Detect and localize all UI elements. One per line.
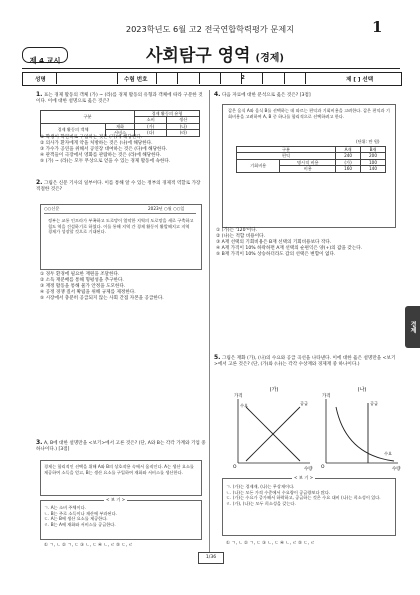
q1-option-2[interactable]: ② 의사가 환자에게 약을 처방하는 것은 (나)에 해당한다. xyxy=(40,141,153,147)
footer-page-box: 1/36 xyxy=(198,552,224,564)
q5-stem xyxy=(214,355,399,368)
q4-table xyxy=(236,146,386,173)
q2-option-2[interactable]: ② 소득 재분배를 통해 형평성을 추구한다. xyxy=(40,278,124,284)
q4-row1-label: 편익 xyxy=(237,153,336,159)
q5-g1-yaxis: 가격 xyxy=(234,394,243,399)
q5-options[interactable]: ① ㄱ, ㄴ ② ㄱ, ㄷ ③ ㄴ, ㄷ ④ ㄴ, ㄹ ⑤ ㄷ, ㄹ xyxy=(226,541,315,546)
subject-sub: (경제) xyxy=(255,53,285,64)
q1-options xyxy=(40,135,208,165)
q5-g2-xaxis: 수량 xyxy=(392,467,401,471)
q5-g1-xaxis: 수량 xyxy=(304,467,313,471)
q1-cell-da: (다) xyxy=(134,130,166,136)
q4-option-5[interactable]: ⑤ B재 가격이 10% 상승하더라도 갑의 선택은 변함이 없다. xyxy=(216,252,336,258)
footer-total: 36 xyxy=(210,555,217,560)
q1-number: 1. xyxy=(36,91,43,98)
q5-g2-demand: 수요 xyxy=(384,451,393,456)
q1-stem-text: 표는 경제 활동의 객체 (가) ~ (라)를 경제 활동의 유형과 객체에 따라 구분한 것이다. 이에 대한 설명으로 옳은 것은? xyxy=(36,93,203,105)
q2-stem-text: 그림은 신문 기사의 일부이다. 이를 통해 알 수 있는 정부의 경제적 역할로 가장 적절한 것은? xyxy=(36,181,201,193)
q1-option-1[interactable]: ① 학생이 학원비로 구입하는 것은 (가)에 해당한다. xyxy=(40,135,143,140)
q5-g2-yaxis: 가격 xyxy=(322,394,331,399)
session-label: 제 4 교시 xyxy=(29,56,61,65)
subject-title xyxy=(146,41,284,66)
q5-bogi-2: ㄴ. (나)는 모든 가격 수준에서 수요량이 공급량보다 많다. xyxy=(226,489,331,495)
q5-g1-origin: O xyxy=(233,465,237,470)
q4-number: 4. xyxy=(214,91,221,98)
q4-row2-a: (가) xyxy=(336,159,361,165)
q1-cell-ra: (라) xyxy=(167,130,200,136)
q5-g2-supply: 공급 xyxy=(370,401,379,406)
q4-row3-b: 140 xyxy=(361,166,386,172)
q3-bogi-3: ㄷ. A는 B에 생산 요소를 제공한다. xyxy=(44,516,108,522)
q5-number: 5. xyxy=(214,354,221,361)
q2-option-5[interactable]: ⑤ 시장에서 충분히 공급되지 않는 사회 간접 자본을 공급한다. xyxy=(40,296,164,302)
q4-table-col2: B재 xyxy=(361,147,386,153)
q4-row2-label: 명시적 비용 xyxy=(280,159,336,165)
q3-bogi-2: ㄴ. B는 주로 소득이나 재산에 부과된다. xyxy=(44,510,117,516)
q1-table-corner: 구분 xyxy=(41,111,135,124)
q3-bogi-1: ㄱ. A는 소비 주체이다. xyxy=(44,505,86,510)
q1-table-colhdr: 경제 활동의 유형 xyxy=(134,111,199,117)
q4-row-group: 기회비용 xyxy=(237,159,280,172)
q5-bogi-3: ㄷ. (가)는 수요가 증가해서 하락하고, 공급하는 것은 수요 대비 (나)는 희소성이 있다. xyxy=(226,495,381,501)
q1-table-col1: 소비 xyxy=(134,117,166,123)
q5-g1-demand: 수요 xyxy=(240,403,249,408)
q3-number: 3. xyxy=(36,439,43,446)
q5-bogi-list xyxy=(226,484,390,506)
q3-bogi-list xyxy=(44,505,196,527)
q1-table-col2: 생산 xyxy=(167,117,200,123)
q1-table-row2: 서비스 xyxy=(106,130,135,136)
q1-option-5[interactable]: ⑤ (가) ~ (라)는 모두 무상으로 얻을 수 있는 경제 활동에 속한다. xyxy=(40,159,171,165)
q2-options xyxy=(40,272,208,302)
q4-stem xyxy=(214,92,394,99)
q2-stem xyxy=(36,180,206,193)
q4-options xyxy=(216,228,396,258)
q4-option-4[interactable]: ④ A재 가격이 10% 하락하면 A재 선택의 순편익은 양(+)의 값을 갖는다. xyxy=(216,246,363,252)
q3-passage: 경제는 합리적인 선택을 위해 A와 B의 상호작용 속에서 움직인다. A는 생산 요소를 제공하여 소득을 얻고, B는 생산 요소를 구입하여 재화와 서비스를 생산한다. xyxy=(44,464,194,475)
footer-page: 1 xyxy=(205,555,209,560)
name-field[interactable] xyxy=(56,72,118,84)
q2-article-box xyxy=(40,204,202,270)
q2-article-body: 정부는 교통 인프라가 부족하고 도로망이 열악한 지역의 도로망을 새로 구축하고 철도 역을 건설하기로 하였다. 이를 통해 지역 간 경제 활동이 활발해지고 지역 경제가 성장할 것으로 기대된다. xyxy=(48,218,194,235)
q3-options[interactable]: ① ㄱ, ㄴ ② ㄱ, ㄷ ③ ㄴ, ㄷ ④ ㄴ, ㄹ ⑤ ㄷ, ㄹ xyxy=(44,543,133,548)
q5-g2-label: (나) xyxy=(357,387,367,393)
q3-bogi-4: ㄹ. B는 A에 재화와 서비스를 공급한다. xyxy=(44,521,116,527)
q2-option-4[interactable]: ④ 공정 경쟁 질서 확립을 위해 규제를 제정한다. xyxy=(40,290,136,296)
q5-bogi-1: ㄱ. (가)는 경제재, (나)는 무상재이다. xyxy=(226,484,295,489)
q4-table-col1: A재 xyxy=(336,147,361,153)
q2-article-rule xyxy=(44,213,196,214)
q4-option-2[interactable]: ② (나)는 적합 비용이다. xyxy=(216,234,266,240)
subject-side-tab xyxy=(405,306,420,348)
page-number: 1 xyxy=(372,18,383,36)
q1-table xyxy=(40,110,200,137)
q4-row1-b: 200 xyxy=(361,153,386,159)
q4-row3-a: 160 xyxy=(336,166,361,172)
choice-label: 제 [ ] 선택 xyxy=(346,77,374,83)
q5-g2-origin: O xyxy=(321,465,325,470)
q5-g1-supply: 공급 xyxy=(300,401,309,406)
q4-stem-text: 다음 자료에 대한 분석으로 옳은 것은? [3점] xyxy=(221,93,311,98)
q1-table-rowgroup: 경제 활동의 객체 xyxy=(41,123,106,136)
exam-no-digit: 2 xyxy=(241,75,245,81)
q3-stem xyxy=(36,440,206,453)
q2-option-1[interactable]: ① 경두 환경에 필요한 재원을 조달한다. xyxy=(40,272,120,277)
column-divider xyxy=(209,90,210,552)
q5-graphs xyxy=(216,385,402,471)
q1-option-4[interactable]: ④ 관객들이 극장에서 영화를 관람하는 것은 (라)에 해당한다. xyxy=(40,153,162,159)
q3-bogi-title: < 보 기 > xyxy=(106,497,126,502)
q1-cell-ga: (가) xyxy=(134,123,166,129)
q2-article-tag: ○○신문 xyxy=(44,206,60,211)
q5-bogi-4: ㄹ. (가), (나)는 모두 희소성을 갖는다. xyxy=(226,500,296,506)
header-rule xyxy=(22,68,400,69)
q1-option-3[interactable]: ③ 가수가 공연을 위해서 공연장 대여하는 것은 (다)에 해당한다. xyxy=(40,147,168,153)
q3-stem-text: A, B에 대한 설명만을 <보기>에서 고른 것은? (단, A와 B는 각각 가계와 기업 중 하나이다.) [3점] xyxy=(36,441,206,453)
q2-number: 2. xyxy=(36,179,43,186)
q4-table-corner: 구분 xyxy=(237,147,336,153)
q1-cell-na: (나) xyxy=(167,123,200,129)
q4-option-3[interactable]: ③ A재 선택의 기회비용은 B재 선택의 기회비용보다 작다. xyxy=(216,240,332,246)
q5-stem-text: 그림은 재화 (가), (나)의 수요와 공급 곡선을 나타낸다. 이에 대한 옳은 설명만을 <보기>에서 고른 것은? (단, (가)와 (나)는 각각 수상재와 경제재 중 하나이다.) xyxy=(214,356,396,368)
q2-option-3[interactable]: ③ 재정 활동을 통해 물가 안정을 도모한다. xyxy=(40,284,126,290)
q4-unit: (단위: 만 원) xyxy=(356,139,380,144)
q5-g1-label: (가) xyxy=(269,387,279,393)
q1-stem xyxy=(36,92,206,105)
exam-title: 2023학년도 6월 고2 전국연합학력평가 문제지 xyxy=(125,24,295,34)
q4-option-1[interactable]: ① (가)는 '120'이다. xyxy=(216,228,258,233)
session-badge xyxy=(22,47,68,63)
q4-passage: 갑은 음식 A와 음식 B를 선택하는 데 따르는 편익과 기회비용을 고려한다. 갑은 편익과 기회비용을 고려하여 A, B 중 하나를 합리적으로 선택하려고 한다. xyxy=(228,108,390,119)
name-label: 성명 xyxy=(35,77,46,83)
q4-row3-label: 비용 xyxy=(280,166,336,172)
exam-no-label: 수험 번호 xyxy=(124,77,148,83)
subject-name: 사회탐구 영역 xyxy=(146,46,251,66)
q2-article-date: 2023년 ○월 ○○일 xyxy=(148,206,185,211)
q5-bogi-title: < 보 기 > xyxy=(294,475,314,480)
q4-row1-a: 240 xyxy=(336,153,361,159)
q1-table-row1: 재화 xyxy=(106,123,135,129)
q4-row2-b: 100 xyxy=(361,159,386,165)
side-tab-label: 경제 xyxy=(409,321,416,333)
